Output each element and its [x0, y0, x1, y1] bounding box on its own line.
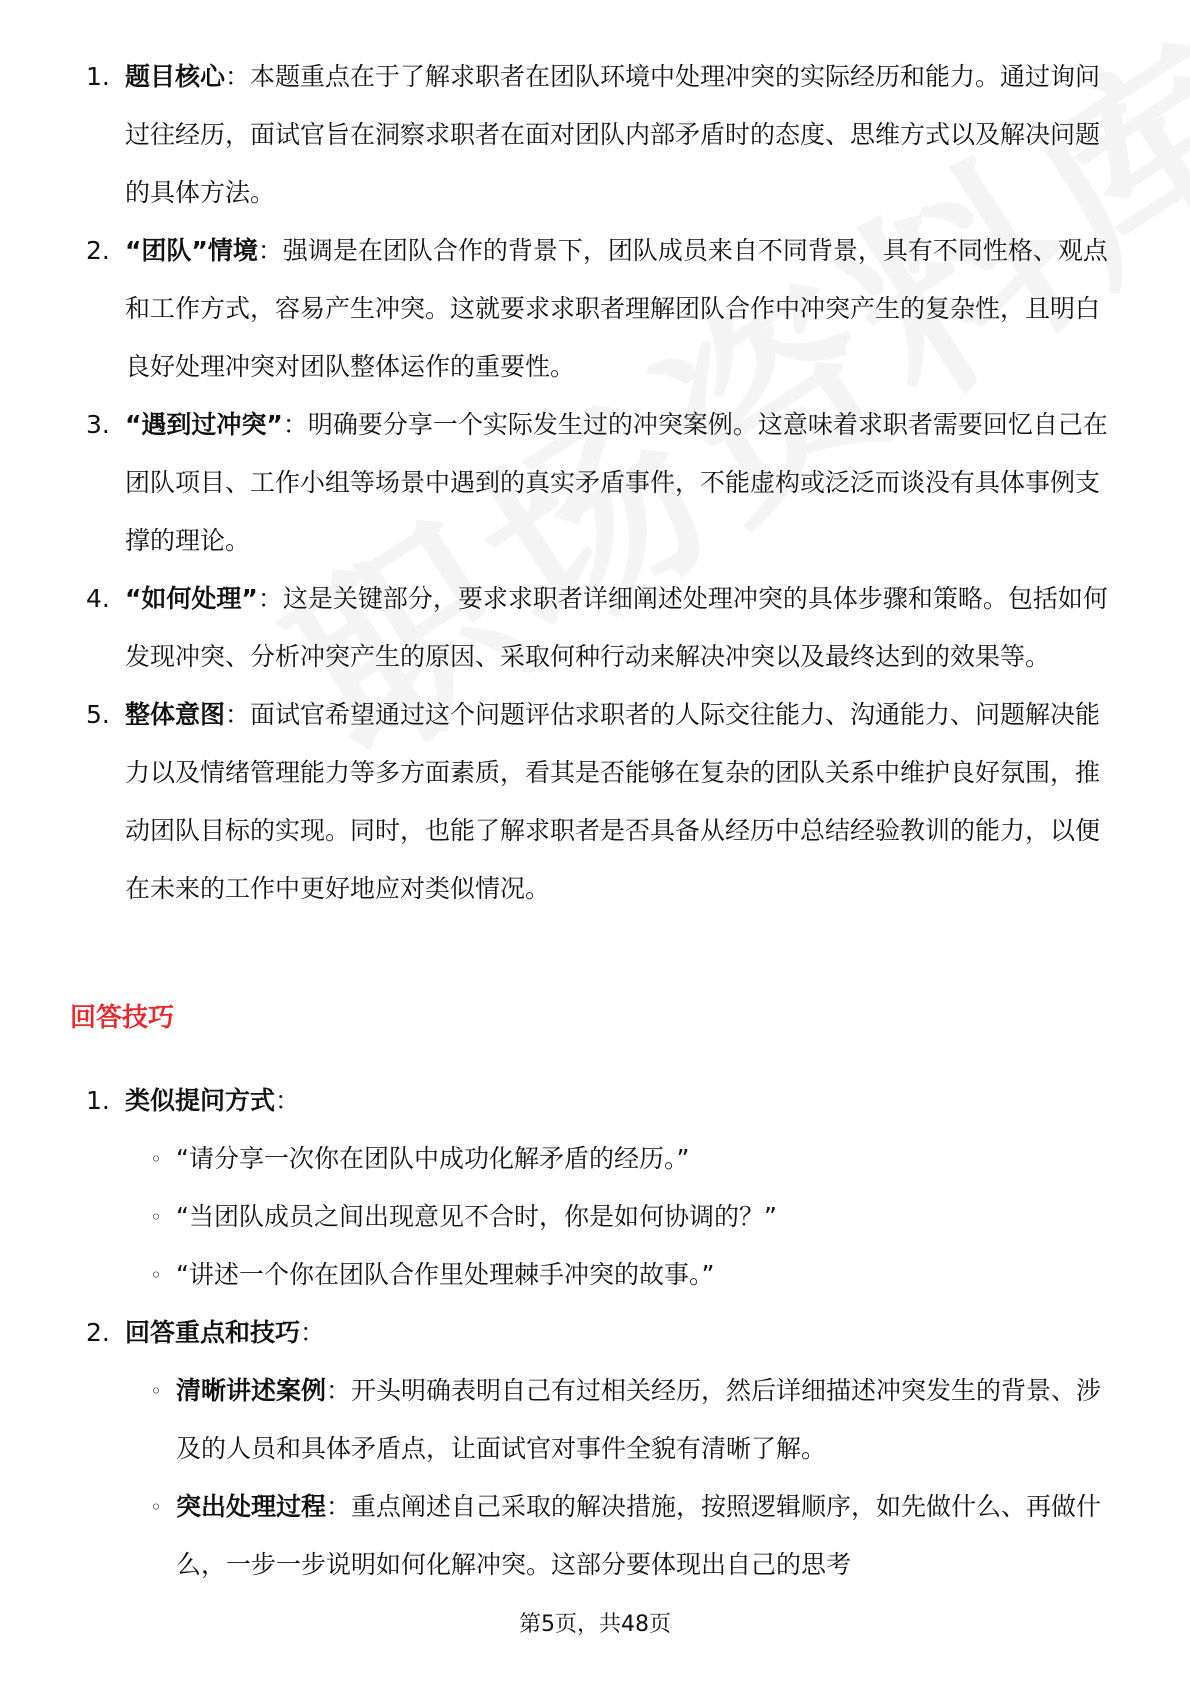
sub-list-item [0, 1130, 1190, 1188]
analysis-list [0, 48, 1190, 918]
item-heading: 回答重点和技巧 [125, 1318, 301, 1347]
tips-list [0, 1072, 1190, 1594]
sub-item-heading: 突出处理过程 [176, 1492, 327, 1521]
list-item-text [125, 570, 1110, 686]
page-footer: 第5页，共48页 [519, 1612, 671, 1637]
item-body: ：面试官希望通过这个问题评估求职者的人际交往能力、沟通能力、问题解决能力以及情绪管理能力等多方面素质，看其是否能够在复杂的团队关系中维护良好氛围，推动团队目标的实现。同时，也能了解求职者是否具备从经历中总结经验教训的能力，以便在未来的工作中更好地应对类似情况。 [125, 700, 1101, 903]
bullet-icon: ◦ [150, 1379, 162, 1403]
list-item [0, 1072, 1190, 1304]
sub-item-heading: 清晰讲述案例 [176, 1376, 327, 1405]
bullet-icon: ◦ [150, 1495, 162, 1519]
list-number: 1. [86, 1086, 110, 1115]
bullet-icon: ◦ [150, 1263, 162, 1287]
sub-list-item [0, 1188, 1190, 1246]
bullet-icon: ◦ [150, 1205, 162, 1229]
bullet-icon: ◦ [150, 1147, 162, 1171]
item-body: ：本题重点在于了解求职者在团队环境中处理冲突的实际经历和能力。通过询问过往经历，面试官旨在洞察求职者在面对团队内部矛盾时的态度、思维方式以及解决问题的具体方法。 [125, 62, 1101, 207]
sub-item-text [176, 1246, 1111, 1304]
list-number: 3. [86, 410, 110, 439]
section-heading: 回答技巧 [70, 1003, 175, 1033]
list-item-text [125, 396, 1110, 570]
sub-item-body: ：开头明确表明自己有过相关经历，然后详细描述冲突发生的背景、涉及的人员和具体矛盾点，让面试官对事件全貌有清晰了解。 [176, 1376, 1102, 1463]
item-body: ：这是关键部分，要求求职者详细阐述处理冲突的具体步骤和策略。包括如何发现冲突、分析冲突产生的原因、采取何种行动来解决冲突以及最终达到的效果等。 [125, 584, 1108, 671]
list-number: 2. [86, 1318, 110, 1347]
item-heading: 类似提问方式 [125, 1086, 276, 1115]
list-item-text [125, 48, 1110, 222]
list-item [0, 396, 1190, 570]
item-body: ：强调是在团队合作的背景下，团队成员来自不同背景，具有不同性格、观点和工作方式，容易产生冲突。这就要求求职者理解团队合作中冲突产生的复杂性，且明白良好处理冲突对团队整体运作的重要性。 [125, 236, 1108, 381]
list-item-text [125, 686, 1110, 918]
list-item [0, 686, 1190, 918]
sub-list-item [0, 1362, 1190, 1478]
list-item-text [125, 1072, 1110, 1130]
sub-item-text [176, 1188, 1111, 1246]
item-body: ： [275, 1086, 301, 1115]
list-item-text [125, 222, 1110, 396]
list-number: 4. [86, 584, 110, 613]
item-body: ： [300, 1318, 326, 1347]
list-item [0, 570, 1190, 686]
sub-list-item [0, 1246, 1190, 1304]
list-item [0, 1304, 1190, 1594]
list-number: 2. [86, 236, 110, 265]
sub-item-body: “请分享一次你在团队中成功化解矛盾的经历。” [176, 1144, 690, 1173]
item-heading: 题目核心 [125, 62, 226, 91]
item-heading: “团队”情境 [125, 236, 258, 265]
item-heading: “如何处理” [125, 584, 258, 613]
sub-item-body: “讲述一个你在团队合作里处理棘手冲突的故事。” [176, 1260, 715, 1289]
sub-item-body: “当团队成员之间出现意见不合时，你是如何协调的？” [176, 1202, 777, 1231]
list-item-text [125, 1304, 1110, 1362]
list-number: 5. [86, 700, 110, 729]
sub-item-body: ：重点阐述自己采取的解决措施，按照逻辑顺序，如先做什么、再做什么，一步一步说明如何化解冲突。这部分要体现出自己的思考 [176, 1492, 1102, 1579]
list-number: 1. [86, 62, 110, 91]
sub-list-item [0, 1478, 1190, 1594]
list-item [0, 48, 1190, 222]
item-body: ：明确要分享一个实际发生过的冲突案例。这意味着求职者需要回忆自己在团队项目、工作小组等场景中遇到的真实矛盾事件，不能虚构或泛泛而谈没有具体事例支撑的理论。 [125, 410, 1108, 555]
item-heading: 整体意图 [125, 700, 226, 729]
sub-item-text [176, 1362, 1111, 1478]
sub-item-text [176, 1478, 1111, 1594]
list-item [0, 222, 1190, 396]
item-heading: “遇到过冲突” [125, 410, 283, 439]
sub-item-text [176, 1130, 1111, 1188]
